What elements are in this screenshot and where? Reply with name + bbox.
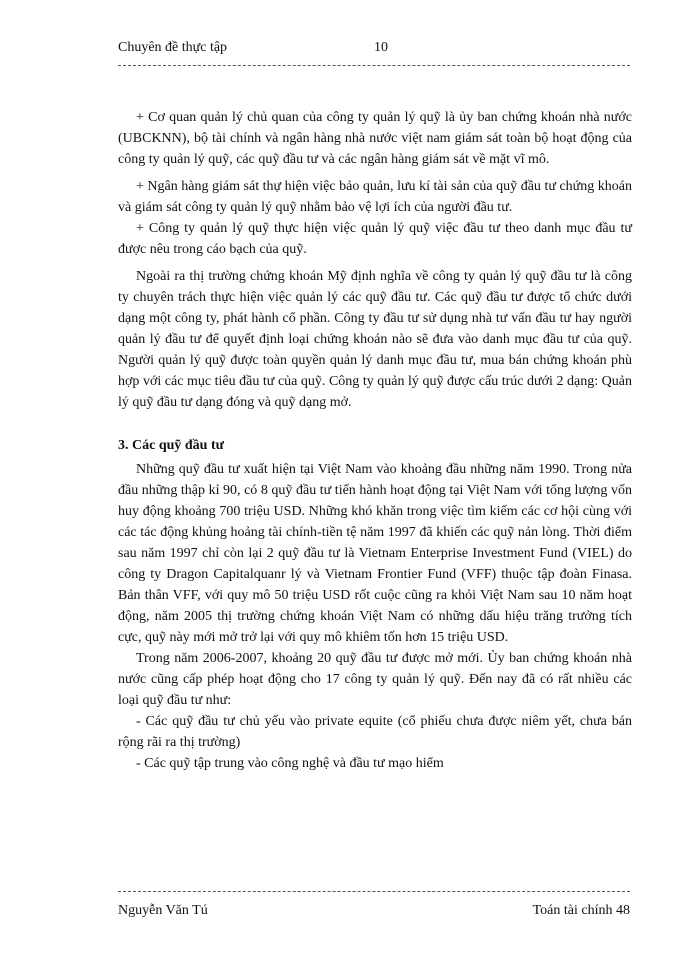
footer-course: Toán tài chính 48	[532, 903, 630, 918]
section-paragraph: Trong năm 2006-2007, khoảng 20 quỹ đầu tư được mở mới. Ủy ban chứng khoán nhà nước cũng cấp phép hoạt động cho 17 công ty quản lý quỹ. Đến nay đã có rất nhiều các loại quỹ đầu tư như:	[118, 651, 632, 708]
paragraph: + Cơ quan quản lý chủ quan của công ty quản lý quỹ là ủy ban chứng khoán nhà nước (UBCKNN), bộ tài chính và ngân hàng nhà nước việt nam giám sát toàn bộ hoạt động của công ty quản lý quỹ, các quỹ đầu tư và các ngân hàng giám sát về mặt vĩ mô.	[118, 110, 632, 167]
document-body	[118, 107, 632, 774]
header-divider	[118, 65, 630, 66]
page-number: 10	[374, 40, 388, 55]
page-footer	[118, 903, 630, 925]
footer-divider	[118, 891, 630, 892]
page-header	[118, 40, 630, 62]
header-title: Chuyên đề thực tập	[118, 40, 228, 55]
list-item: - Các quỹ đầu tư chủ yếu vào private equite (cổ phiếu chưa được niêm yết, chưa bán rộng rãi ra thị trường)	[118, 714, 632, 750]
paragraph: Ngoài ra thị trường chứng khoán Mỹ định nghĩa về công ty quản lý quỹ đầu tư là công ty chuyên trách thực hiện việc quản lý các quỹ đầu tư. Các quỹ đầu tư được tổ chức dưới dạng một công ty, phát hành cổ phần. Công ty đầu tư sử dụng nhà tư vấn đầu tư hay người quản lý đầu tư để quyết định loại chứng khoán nào sẽ đưa vào danh mục đầu tư của quỹ. Người quản lý quỹ được toàn quyền quản lý danh mục đầu tư, mua bán chứng khoán phù hợp với các mục tiêu đầu tư của quỹ. Công ty quản lý quỹ được cấu trúc dưới 2 dạng: Quản lý quỹ đầu tư dạng đóng và quỹ dạng mở.	[118, 269, 632, 410]
paragraph: + Công ty quản lý quỹ thực hiện việc quản lý quỹ việc đầu tư theo danh mục đầu tư được nêu trong cáo bạch của quỹ.	[118, 221, 632, 257]
paragraph: + Ngân hàng giám sát thự hiện việc bảo quản, lưu kí tài sản của quỹ đầu tư chứng khoán và giám sát công ty quản lý quỹ nhằm bảo vệ lợi ích của người đầu tư.	[118, 179, 632, 215]
footer-author: Nguyễn Văn Tú	[118, 903, 208, 918]
section-heading: 3. Các quỹ đầu tư	[118, 438, 225, 453]
section-paragraph: Những quỹ đầu tư xuất hiện tại Việt Nam vào khoảng đầu những năm 1990. Trong nửa đầu những thập kỉ 90, có 8 quỹ đầu tư tiến hành hoạt động tại Việt Nam với tổng lượng vốn huy động khoảng 700 triệu USD. Những khó khăn trong việc tìm kiếm các cơ hội cùng với các tác động khủng hoảng tài chính-tiền tệ năm 1997 đã khiến các quỹ nản lòng. Thời điểm sau năm 1997 chỉ còn lại 2 quỹ đầu tư là Vietnam Enterprise Investment Fund (VIEL) do công ty Dragon Capitalquanr lý và Vietnam Frontier Fund (VFF) thuộc tập đoàn Finasa. Bản thân VFF, với quy mô 50 triệu USD rốt cuộc cũng ra khỏi Việt Nam sau 10 năm hoạt động, năm 2005 thị trường chứng khoán Việt Nam có những dấu hiệu trăng trưởng tích cực, quỹ này mới mở trở lại với quy mô khiêm tốn hơn 15 triệu USD.	[118, 462, 632, 645]
list-item: - Các quỹ tập trung vào công nghệ và đầu tư mạo hiểm	[136, 756, 444, 771]
